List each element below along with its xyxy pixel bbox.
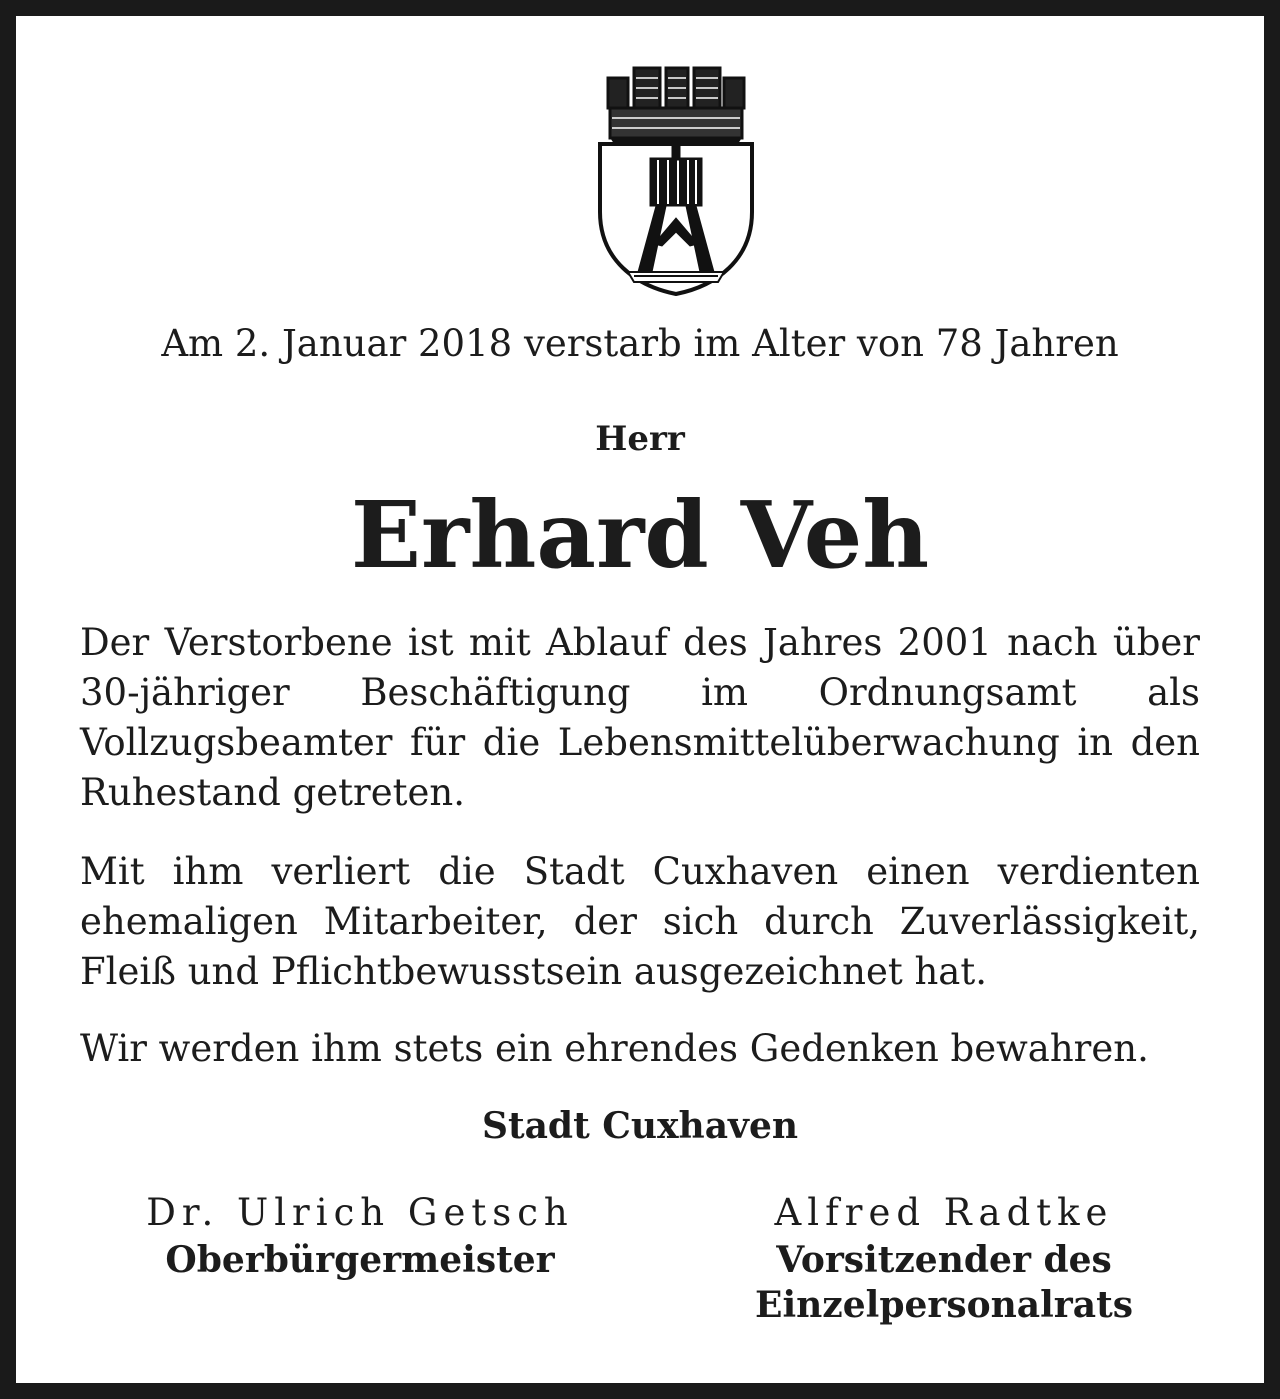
organization-name: Stadt Cuxhaven <box>481 1105 799 1147</box>
signatory-council-chair <box>664 1188 1224 1328</box>
signatory-name: Dr. Ulrich Getsch <box>146 1191 574 1234</box>
salutation: Herr <box>595 419 685 459</box>
signatory-name: Alfred Radtke <box>774 1191 1114 1234</box>
death-announcement: Am 2. Januar 2018 verstarb im Alter von 78 Jahren <box>161 322 1119 365</box>
deceased-name: Erhard Veh <box>350 481 930 589</box>
career-paragraph: Der Verstorbene ist mit Ablauf des Jahres 2001 nach über 30-jähriger Beschäftigung im Ordnungsamt als Vollzugsbeamter für die Lebensmittelüberwachung in den Ruhestand getreten. <box>80 621 1200 814</box>
remembrance-paragraph: Wir werden ihm stets ein ehrendes Gedenken bewahren. <box>80 1027 1149 1070</box>
tribute-paragraph: Mit ihm verliert die Stadt Cuxhaven einen verdienten ehemaligen Mitarbeiter, der sich durch Zuverlässigkeit, Fleiß und Pflichtbewusstsein ausgezeichnet hat. <box>80 850 1200 993</box>
cuxhaven-coat-of-arms-icon <box>594 62 758 298</box>
signatory-title: Vorsitzender des Einzelpersonalrats <box>755 1239 1133 1326</box>
signatory-title: Oberbürgermeister <box>165 1239 555 1281</box>
signatory-mayor <box>80 1188 640 1283</box>
